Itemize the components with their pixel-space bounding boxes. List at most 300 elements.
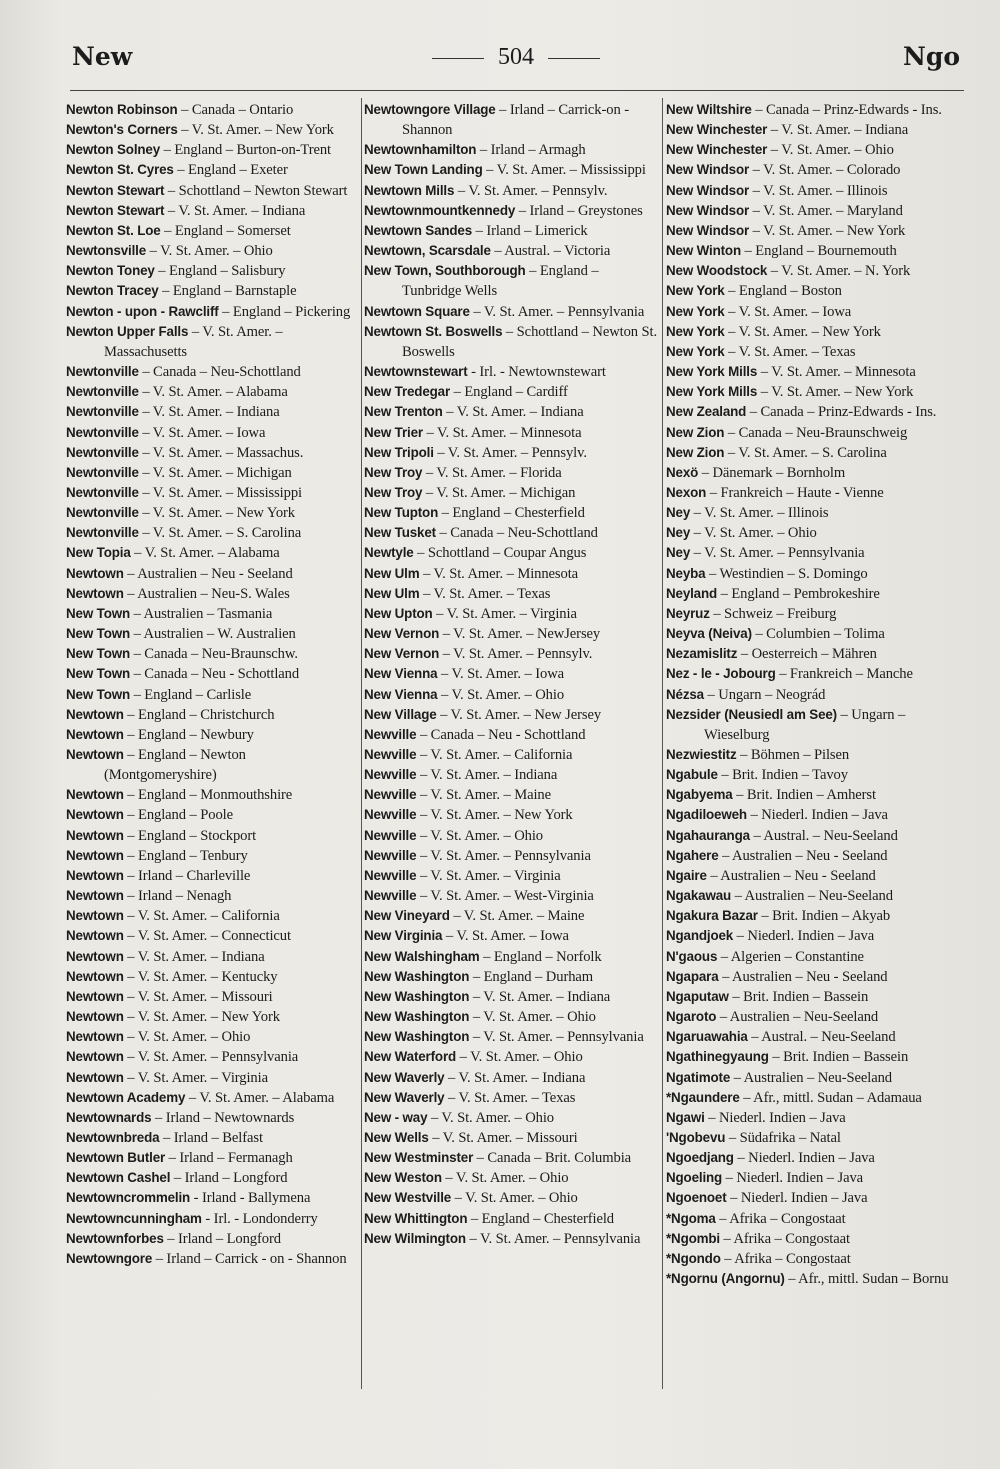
entry-location: – V. St. Amer. – S. Carolina [724, 444, 887, 461]
entry-location: – V. St. Amer. – Pennsylvania [469, 1029, 644, 1046]
entry-headword: Newtown [66, 1069, 124, 1085]
entry-location: – Irland – Nenagh [123, 888, 232, 905]
gazetteer-entry [66, 281, 354, 301]
entry-headword: Newtonville [66, 384, 139, 400]
gazetteer-entry [66, 302, 354, 322]
entry-headword: Newtonville [66, 464, 139, 480]
entry-location: – England – Chesterfield [438, 505, 585, 522]
gazetteer-entry [364, 1068, 660, 1088]
entry-location: – Irland – Belfast [159, 1129, 263, 1146]
entry-headword: New Town [66, 626, 131, 642]
entry-location: – Canada – Neu-Braunschweig [724, 424, 908, 441]
gazetteer-entry [364, 866, 660, 886]
entry-headword: Newton Stewart [66, 182, 165, 198]
entry-headword: Newtown Cashel [66, 1170, 171, 1186]
entry-location: – Irland – Longford [170, 1170, 288, 1187]
entry-location: – Australien – Neu-Seeland [730, 1069, 892, 1086]
dash-right [548, 58, 600, 59]
entry-location: – V. St. Amer. – Pennsylvania [690, 545, 865, 562]
entry-location: – V. St. Amer. – Maryland [749, 202, 903, 219]
gazetteer-entry [364, 1088, 660, 1108]
gazetteer-entry [364, 362, 660, 382]
entry-location: – V. St. Amer. – Ohio [416, 827, 543, 844]
entry-location: – Irland – Carrick - on - Shannon [152, 1250, 347, 1267]
gazetteer-entry [66, 140, 354, 160]
entry-headword: Newton's Corners [66, 122, 178, 138]
gazetteer-entry [66, 1088, 354, 1108]
entry-headword: Newville [364, 747, 417, 762]
entry-location: – England – Burton-on-Trent [160, 142, 331, 159]
entry-headword: New Troy [364, 464, 423, 480]
gazetteer-entry [364, 745, 660, 765]
entry-headword: New Westville [364, 1190, 452, 1206]
entry-location: – Irland – Armagh [476, 142, 586, 159]
gazetteer-entry [666, 584, 962, 604]
gazetteer-entry [66, 846, 354, 866]
entry-location: – V. St. Amer. – Virginia [123, 1069, 268, 1086]
gazetteer-entry [666, 503, 962, 523]
entry-location: – Afrika – Congostaat [720, 1250, 851, 1267]
entry-headword: N'gaous [666, 948, 718, 964]
entry-headword: New York [666, 323, 725, 339]
entry-location: – V. St. Amer. – Indiana [469, 988, 611, 1005]
gazetteer-entry [364, 261, 660, 301]
gazetteer-entry [66, 886, 354, 906]
entry-location: – V. St. Amer. – Ohio [469, 1009, 596, 1026]
gazetteer-entry [66, 826, 354, 846]
gazetteer-entry [66, 241, 354, 261]
gazetteer-entry [364, 1128, 660, 1148]
gazetteer-entry [364, 423, 660, 443]
gazetteer-entry [666, 423, 962, 443]
entry-headword: Newville [364, 888, 417, 904]
gazetteer-entry [666, 805, 962, 825]
entry-headword: Newtown [66, 565, 124, 581]
entry-headword: Newtown [66, 706, 124, 722]
entry-headword: Neyba [666, 565, 706, 581]
entry-location: – Australien – Neu-Seeland [716, 1009, 879, 1026]
entry-headword: Newtown [66, 747, 124, 762]
gazetteer-entry [364, 906, 660, 926]
gazetteer-entry [364, 543, 660, 563]
entry-headword: New Waterford [364, 1049, 457, 1065]
gazetteer-entry [66, 503, 354, 523]
entry-headword: Newton - upon - Rawcliff [66, 303, 219, 319]
gazetteer-entry [666, 1088, 962, 1108]
entry-location: – V. St. Amer. – Ohio [437, 686, 565, 703]
entry-headword: New Vernon [364, 626, 440, 642]
gazetteer-entry [666, 443, 962, 463]
entry-location: – V. St. Amer. – Ohio [767, 142, 894, 159]
entry-location: – V. St. Amer. – Mississippi [138, 484, 302, 501]
gazetteer-entry [66, 745, 354, 785]
gazetteer-entry [666, 483, 962, 503]
gazetteer-entry [666, 846, 962, 866]
gazetteer-entry [666, 463, 962, 483]
entry-location: – V. St. Amer. – Ohio [451, 1190, 578, 1207]
entry-location: – V. St. Amer. – West-Virginia [416, 888, 594, 905]
entry-headword: New Winchester [666, 142, 768, 158]
entry-location: – V. St. Amer. – Texas [419, 585, 551, 602]
gazetteer-entry [66, 402, 354, 422]
entry-headword: Newtown [66, 968, 124, 984]
entry-location: – V. St. Amer. – Alabama [138, 384, 288, 401]
gazetteer-entry [66, 201, 354, 221]
gazetteer-entry [66, 1148, 354, 1168]
entry-headword: New Town Landing [364, 162, 483, 178]
entry-headword: New Tredegar [364, 384, 451, 400]
entry-location: – England – Barnstaple [158, 283, 297, 300]
gazetteer-entry [666, 745, 962, 765]
entry-location: – Oesterreich – Mähren [737, 646, 877, 663]
entry-location: – Niederl. Indien – Java [726, 1190, 868, 1207]
entry-headword: Newtown Mills [364, 182, 455, 198]
entry-location: – England – Poole [123, 807, 233, 824]
entry-headword: Newtownstewart [364, 364, 468, 380]
entry-location: – England – Chesterfield [467, 1210, 615, 1227]
entry-location: – V. St. Amer. – Texas [724, 343, 856, 360]
gazetteer-entry [666, 362, 962, 382]
entry-location: – England – Monmouthshire [123, 787, 293, 804]
entry-location: – England – Tunbridge Wells [402, 263, 599, 300]
entry-headword: Neyruz [666, 605, 710, 621]
entry-headword: Newville [364, 867, 417, 883]
column-divider [361, 98, 362, 1389]
entry-location: – England – Boston [724, 283, 842, 300]
gazetteer-entry [364, 785, 660, 805]
entry-location: – V. St. Amer. – Maine [449, 908, 585, 925]
gazetteer-entry [666, 1209, 962, 1229]
entry-headword: Newtown Square [364, 303, 470, 319]
gazetteer-entry [666, 1007, 962, 1027]
gazetteer-entry [66, 1249, 354, 1269]
entry-headword: New York [666, 283, 725, 299]
entry-location: – V. St. Amer. – Minnesota [757, 364, 916, 381]
entry-headword: Nexö [666, 464, 699, 480]
gazetteer-entry [666, 1108, 962, 1128]
entry-headword: Ngathinegyaung [666, 1049, 769, 1065]
gazetteer-entry [666, 523, 962, 543]
column-1 [66, 100, 354, 1269]
entry-headword: Ney [666, 525, 691, 541]
entry-headword: Newtown [66, 726, 124, 742]
entry-headword: New Tusket [364, 525, 436, 541]
entry-location: – Australien – Tasmania [130, 605, 273, 622]
entry-headword: New Washington [364, 1029, 470, 1045]
entry-headword: New Winton [666, 243, 741, 259]
gazetteer-entry [666, 181, 962, 201]
entry-headword: Newville [364, 726, 417, 742]
entry-location: – Columbien – Tolima [751, 626, 885, 643]
gazetteer-entry [66, 1047, 354, 1067]
entry-location: – V. St. Amer. – Michigan [138, 464, 292, 481]
entry-location: – England – Christchurch [123, 706, 275, 723]
gazetteer-entry [364, 685, 660, 705]
entry-headword: Newtonville [66, 505, 139, 521]
entry-location: – Algerien – Constantine [717, 948, 864, 965]
entry-location: – Irland – Limerick [472, 222, 588, 239]
entry-location: – England – Salisbury [154, 263, 286, 280]
entry-location: – V. St. Amer. – Iowa [138, 424, 266, 441]
entry-headword: Ngakura Bazar [666, 908, 758, 924]
gazetteer-entry [666, 120, 962, 140]
gazetteer-entry [666, 765, 962, 785]
entry-headword: Newton Tracey [66, 283, 159, 299]
entry-location: – V. St. Amer. – Ohio [123, 1029, 251, 1046]
entry-headword: New Whittington [364, 1210, 468, 1226]
gazetteer-entry [66, 1168, 354, 1188]
entry-headword: Ngaruawahia [666, 1029, 748, 1045]
gazetteer-entry [364, 402, 660, 422]
gazetteer-entry [666, 644, 962, 664]
entry-headword: New Trier [364, 424, 423, 440]
entry-location: – V. St. Amer. – N. York [767, 263, 911, 280]
entry-location: – Niederl. Indien – Java [746, 807, 888, 824]
gazetteer-entry [66, 987, 354, 1007]
gazetteer-entry [66, 785, 354, 805]
entry-location: – Irland – Newtownards [151, 1109, 295, 1126]
entry-location: – V. St. Amer. – Indiana [444, 1069, 586, 1086]
entry-headword: Neyland [666, 585, 718, 601]
entry-headword: New Tupton [364, 505, 439, 521]
gazetteer-entry [666, 140, 962, 160]
gazetteer-entry [66, 362, 354, 382]
entry-location: – Austral. – Victoria [490, 243, 611, 260]
entry-headword: New York Mills [666, 384, 758, 400]
gazetteer-entry [364, 987, 660, 1007]
entry-location: – Schweiz – Freiburg [709, 605, 837, 622]
page-number: 504 [498, 44, 534, 70]
entry-headword: Newville [364, 767, 417, 783]
gazetteer-entry [364, 1027, 660, 1047]
entry-headword: New Vienna [364, 666, 438, 682]
entry-headword: Newtown Sandes [364, 222, 473, 238]
entry-location: – England – Tenbury [123, 847, 248, 864]
entry-location: – V. St. Amer. – California [123, 908, 280, 925]
column-2 [364, 100, 660, 1249]
entry-headword: Newtown [66, 787, 124, 803]
gazetteer-entry [666, 160, 962, 180]
gazetteer-entry [364, 926, 660, 946]
right-guide-word: Ngo [902, 42, 960, 71]
entry-location: – Irland – Fermanagh [165, 1150, 293, 1167]
entry-location: – V. St. Amer. – Pennsylv. [439, 646, 593, 663]
gazetteer-entry [364, 1047, 660, 1067]
entry-headword: Newtonville [66, 444, 139, 460]
entry-headword: Nezwiestitz [666, 747, 737, 762]
entry-headword: Newtownhamilton [364, 142, 477, 158]
gazetteer-entry [666, 402, 962, 422]
gazetteer-entry [364, 805, 660, 825]
gazetteer-entry [66, 604, 354, 624]
entry-location: – Ungarn – Wieselburg [704, 706, 906, 743]
entry-headword: Nezamislitz [666, 646, 738, 662]
entry-location: – V. St. Amer. – Iowa [442, 928, 569, 945]
entry-headword: New Zealand [666, 404, 747, 420]
gazetteer-entry [364, 221, 660, 241]
entry-headword: New Ulm [364, 565, 420, 581]
gazetteer-entry [364, 624, 660, 644]
entry-location: – V. St. Amer. – Mississippi [482, 162, 646, 179]
entry-headword: Newtonville [66, 484, 139, 500]
gazetteer-entry [666, 382, 962, 402]
gazetteer-entry [364, 584, 660, 604]
entry-headword: Newtown [66, 928, 124, 944]
entry-location: – V. St. Amer. – Massachusetts [104, 323, 283, 360]
entry-headword: New Waverly [364, 1089, 445, 1105]
entry-headword: New Town [66, 605, 131, 621]
entry-location: – V. St. Amer. – Ohio [427, 1109, 555, 1126]
running-head [72, 42, 960, 82]
entry-location: – Niederl. Indien – Java [733, 928, 875, 945]
gazetteer-entry [666, 543, 962, 563]
entry-headword: Newtowngore Village [364, 102, 496, 117]
gazetteer-entry [666, 1068, 962, 1088]
entry-location: – V. St. Amer. – NewJersey [439, 626, 601, 643]
entry-headword: *Ngornu (Angornu) [666, 1271, 785, 1287]
entry-headword: Ngabyema [666, 787, 733, 803]
gazetteer-entry [666, 1047, 962, 1067]
gazetteer-entry [666, 1229, 962, 1249]
entry-headword: Newtown Academy [66, 1089, 186, 1105]
gazetteer-entry [666, 100, 962, 120]
entry-location: – Dänemark – Bornholm [698, 464, 846, 481]
entry-headword: New Walshingham [364, 948, 480, 964]
gazetteer-entry [66, 584, 354, 604]
entry-headword: Newtown [66, 827, 124, 843]
entry-location: – V. St. Amer. – Ohio [456, 1049, 583, 1066]
gazetteer-entry [364, 1229, 660, 1249]
gazetteer-entry [66, 947, 354, 967]
entry-location: – Brit. Indien – Bassein [728, 988, 869, 1005]
gazetteer-entry [364, 947, 660, 967]
gazetteer-entry [364, 886, 660, 906]
entry-headword: New Topia [66, 545, 131, 561]
entry-headword: New Vernon [364, 646, 440, 662]
entry-headword: Newtyle [364, 545, 414, 561]
entry-headword: Newtownards [66, 1109, 152, 1125]
entry-headword: Newton St. Cyres [66, 162, 174, 178]
entry-location: – V. St. Amer. – Illinois [690, 505, 829, 522]
entry-location: – V. St. Amer. – Ohio [690, 525, 817, 542]
entry-location: – Schottland – Newton Stewart [164, 182, 348, 199]
entry-location: – England – Carlisle [130, 686, 252, 703]
header-rule [70, 90, 964, 91]
entry-location: - Irland - Ballymena [190, 1190, 311, 1207]
gazetteer-entry [666, 705, 962, 745]
gazetteer-entry [66, 1108, 354, 1128]
gazetteer-entry [364, 523, 660, 543]
gazetteer-entry [364, 1108, 660, 1128]
entry-location: – V. St. Amer. – Indiana [138, 404, 280, 421]
entry-location: – V. St. Amer. – Indiana [442, 404, 584, 421]
entry-headword: Newton St. Loe [66, 222, 161, 238]
entry-headword: Newtonville [66, 404, 139, 420]
entry-headword: *Ngoma [666, 1210, 716, 1226]
entry-headword: Newton Solney [66, 142, 161, 158]
entry-headword: New Ulm [364, 585, 420, 601]
entry-location: – Afr., mittl. Sudan – Bornu [784, 1271, 949, 1288]
gazetteer-entry [666, 342, 962, 362]
gazetteer-entry [666, 886, 962, 906]
entry-headword: Newtown [66, 948, 124, 964]
entry-location: – Australien – Neu-Seeland [731, 888, 893, 905]
entry-headword: Newtonville [66, 525, 139, 541]
gazetteer-entry [364, 967, 660, 987]
entry-location: – Frankreich – Haute - Vienne [706, 484, 884, 501]
entry-headword: Newtown [66, 1009, 124, 1025]
gazetteer-entry [66, 120, 354, 140]
gazetteer-entry [66, 523, 354, 543]
left-guide-word: New [72, 42, 133, 71]
entry-headword: Newville [364, 787, 417, 803]
entry-location: - Irl. - Londonderry [201, 1210, 318, 1227]
entry-headword: Ngatimote [666, 1069, 731, 1085]
gazetteer-entry [364, 382, 660, 402]
column-3 [666, 100, 962, 1289]
entry-headword: New Town [66, 666, 131, 682]
entry-location: – V. St. Amer. – New Jersey [436, 706, 602, 723]
entry-headword: New Windsor [666, 202, 750, 218]
gazetteer-entry [66, 1188, 354, 1208]
entry-location: – England – Newton (Montgomeryshire) [104, 747, 246, 784]
entry-location: – V. St. Amer. – Indiana [123, 948, 265, 965]
gazetteer-entry [364, 826, 660, 846]
entry-headword: Newtowncunningham [66, 1210, 202, 1226]
entry-location: – Australien – Neu - Seeland [718, 847, 888, 864]
entry-headword: New Troy [364, 484, 423, 500]
entry-location: – Afr., mittl. Sudan – Adamaua [739, 1089, 922, 1106]
gazetteer-entry [66, 181, 354, 201]
entry-headword: New Washington [364, 1009, 470, 1025]
entry-headword: New Tripoli [364, 444, 434, 460]
gazetteer-entry [364, 322, 660, 362]
entry-location: – Brit. Indien – Tavoy [717, 767, 848, 784]
entry-location: - Irl. - Newtownstewart [467, 364, 606, 381]
entry-headword: New Wiltshire [666, 102, 752, 117]
entry-location: – Canada – Neu - Schottland [416, 726, 586, 743]
entry-location: – V. St. Amer. – New York [416, 807, 573, 824]
gazetteer-entry [666, 1188, 962, 1208]
gazetteer-entry [364, 503, 660, 523]
entry-headword: New Weston [364, 1170, 442, 1186]
entry-headword: Ngahauranga [666, 827, 750, 843]
entry-location: – V. St. Amer. – Maine [416, 787, 551, 804]
gazetteer-entry [364, 1188, 660, 1208]
entry-location: – V. St. Amer. – Connecticut [123, 928, 291, 945]
entry-location: – Afrika – Congostaat [715, 1210, 846, 1227]
entry-headword: Ngawi [666, 1109, 705, 1125]
entry-location: – Afrika – Congostaat [720, 1230, 850, 1247]
entry-location: – V. St. Amer. – New York [724, 323, 881, 340]
gazetteer-entry [66, 1209, 354, 1229]
entry-headword: Newtown [66, 867, 124, 883]
entry-headword: Nez - le - Jobourg [666, 666, 776, 682]
entry-headword: Newtown [66, 888, 124, 904]
entry-location: – Brit. Indien – Akyab [757, 908, 891, 925]
entry-headword: Nexon [666, 484, 707, 500]
entry-location: – Südafrika – Natal [725, 1129, 841, 1146]
entry-location: – England – Pickering [218, 303, 351, 320]
entry-location: – V. St. Amer. – Massachus. [138, 444, 304, 461]
gazetteer-entry [666, 826, 962, 846]
entry-location: – Austral. – Neu-Seeland [749, 827, 898, 844]
entry-headword: Ngoeling [666, 1170, 723, 1186]
entry-headword: New York [666, 343, 725, 359]
gazetteer-entry [364, 664, 660, 684]
entry-headword: New Waverly [364, 1069, 445, 1085]
entry-location: – V. St. Amer. – Iowa [437, 666, 565, 683]
